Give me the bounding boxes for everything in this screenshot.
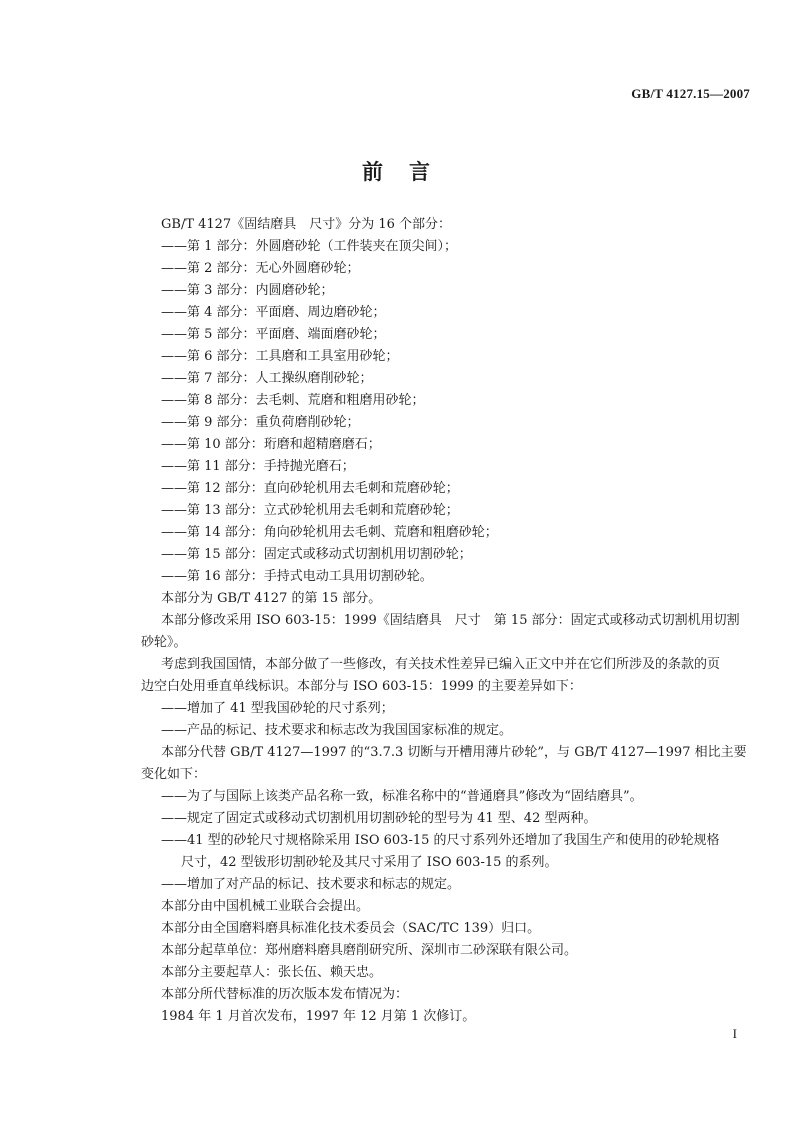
change-item: ——规定了固定式或移动式切割机用切割砂轮的型号为 41 型、42 型两种。: [161, 811, 597, 826]
closing-statement: 本部分由中国机械工业联合会提出。: [161, 899, 370, 914]
page-title: 前言: [362, 160, 456, 184]
change-item: ——41 型的砂轮尺寸规格除采用 ISO 603-15 的尺寸系列外还增加了我国生产和使用的砂轮规格: [161, 833, 720, 848]
adoption-paragraph-line: 本部分修改采用 ISO 603-15：1999《固结磨具 尺寸 第 15 部分：固定式或移动式切割机用切割: [161, 613, 740, 628]
part-item: ——第 6 部分：工具磨和工具室用砂轮；: [161, 349, 399, 364]
part-item: ——第 15 部分：固定式或移动式切割机用切割砂轮；: [161, 547, 472, 562]
adoption-paragraph-line: 砂轮》。: [141, 635, 187, 650]
part-item: ——第 7 部分：人工操纵磨削砂轮；: [161, 371, 373, 386]
changes-paragraph-line: 考虑到我国国情，本部分做了一些修改，有关技术性差异已编入正文中并在它们所涉及的条款的页: [161, 657, 721, 672]
closing-statement: 本部分主要起草人：张长伍、赖天忠。: [161, 965, 383, 980]
closing-statement: 本部分由全国磨料磨具标准化技术委员会（SAC/TC 139）归口。: [161, 921, 541, 936]
intro-paragraph: GB/T 4127《固结磨具 尺寸》分为 16 个部分：: [161, 217, 452, 232]
part-item: ——第 14 部分：角向砂轮机用去毛刺、荒磨和粗磨砂轮；: [161, 525, 498, 540]
changes-paragraph-line: 边空白处用垂直单线标识。本部分与 ISO 603-15：1999 的主要差异如下：: [141, 679, 582, 694]
part-item: ——第 10 部分：珩磨和超精磨磨石；: [161, 437, 381, 452]
page-number: I: [732, 1026, 737, 1041]
part-item: ——第 3 部分：内圆磨砂轮；: [161, 283, 334, 298]
part-item: ——第 11 部分：手持抛光磨石；: [161, 459, 355, 474]
part-item: ——第 16 部分：手持式电动工具用切割砂轮。: [161, 569, 433, 584]
closing-statement: 本部分起草单位：郑州磨料磨具磨削研究所、深圳市二砂深联有限公司。: [161, 943, 578, 958]
replacement-paragraph-line: 本部分代替 GB/T 4127—1997 的“3.7.3 切断与开槽用薄片砂轮”，与 GB/T 4127—1997 相比主要: [161, 745, 747, 760]
document-body: [141, 214, 761, 1028]
replacement-paragraph-line: 变化如下：: [141, 767, 207, 782]
part-statement: 本部分为 GB/T 4127 的第 15 部分。: [161, 591, 382, 606]
part-item: ——第 12 部分：直向砂轮机用去毛刺和荒磨砂轮；: [161, 481, 459, 496]
change-item: ——增加了对产品的标记、技术要求和标志的规定。: [161, 877, 461, 892]
standard-code: GB/T 4127.15—2007: [631, 86, 750, 101]
part-item: ——第 13 部分：立式砂轮机用去毛刺和荒磨砂轮；: [161, 503, 459, 518]
part-item: ——第 5 部分：平面磨、端面磨砂轮；: [161, 327, 386, 342]
part-item: ——第 1 部分：外圆磨砂轮（工件装夹在顶尖间）；: [161, 239, 458, 254]
part-item: ——第 4 部分：平面磨、周边磨砂轮；: [161, 305, 386, 320]
difference-item: ——产品的标记、技术要求和标志改为我国国家标准的规定。: [161, 723, 513, 738]
change-item: ——为了与国际上该类产品名称一致，标准名称中的“普通磨具”修改为“固结磨具”。: [161, 789, 643, 804]
difference-item: ——增加了 41 型我国砂轮的尺寸系列；: [161, 701, 394, 716]
change-item-continuation: 尺寸，42 型钹形切割砂轮及其尺寸采用了 ISO 603-15 的系列。: [181, 855, 558, 870]
part-item: ——第 2 部分：无心外圆磨砂轮；: [161, 261, 360, 276]
part-item: ——第 8 部分：去毛刺、荒磨和粗磨用砂轮；: [161, 393, 425, 408]
closing-statement: 本部分所代替标准的历次版本发布情况为：: [161, 987, 409, 1002]
version-history: 1984 年 1 月首次发布，1997 年 12 月第 1 次修订。: [161, 1009, 476, 1024]
part-item: ——第 9 部分：重负荷磨削砂轮；: [161, 415, 360, 430]
